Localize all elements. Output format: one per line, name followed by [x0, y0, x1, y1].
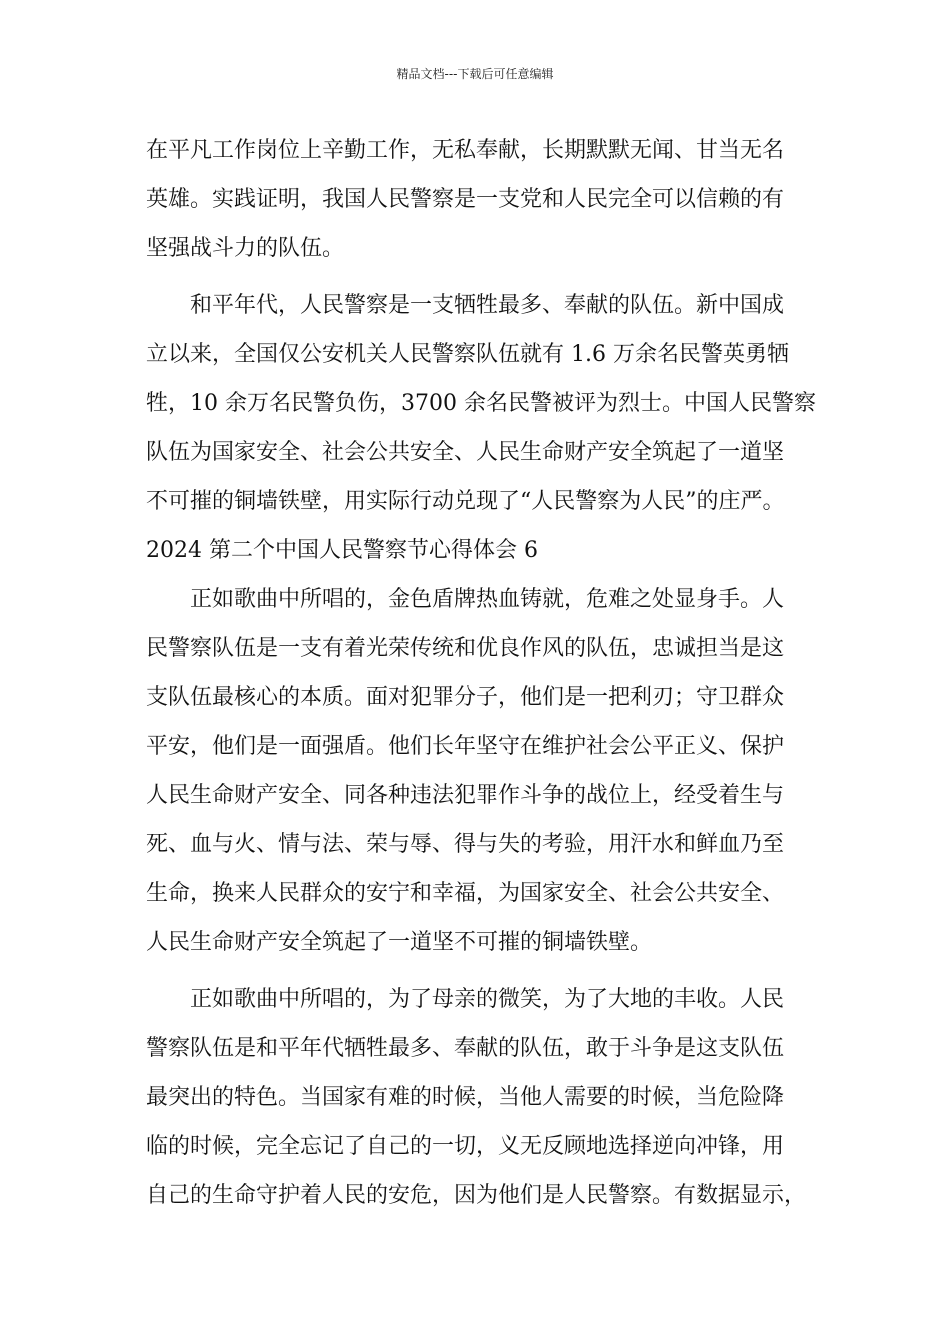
text-line: 立以来，全国仅公安机关人民警察队伍就有 1.6 万余名民警英勇牺: [146, 342, 789, 367]
text-line: 生命，换来人民群众的安宁和幸福，为国家安全、社会公共安全、: [146, 881, 785, 906]
text-line: 坚强战斗力的队伍。: [146, 236, 345, 261]
text-line: 自己的生命守护着人民的安危，因为他们是人民警察。有数据显示，: [146, 1183, 807, 1208]
text-line: 英雄。实践证明，我国人民警察是一支党和人民完全可以信赖的有: [146, 187, 785, 212]
document-body: [146, 126, 826, 1220]
text-line: 支队伍最核心的本质。面对犯罪分子，他们是一把利刃；守卫群众: [146, 685, 785, 710]
text-line: 人民生命财产安全、同各种违法犯罪作斗争的战位上，经受着生与: [146, 783, 785, 808]
paragraph-3: [146, 575, 826, 967]
text-line: 和平年代，人民警察是一支牺牲最多、奉献的队伍。新中国成: [190, 293, 785, 318]
text-line: 人民生命财产安全筑起了一道坚不可摧的铜墙铁壁。: [146, 930, 653, 955]
page-header: 精品文档---下载后可任意编辑: [396, 67, 554, 81]
text-line: 牲，10 余万名民警负伤，3700 余名民警被评为烈士。中国人民警察: [146, 391, 816, 416]
text-line: 警察队伍是和平年代牺牲最多、奉献的队伍，敢于斗争是这支队伍: [146, 1036, 785, 1061]
text-line: 死、血与火、情与法、荣与辱、得与失的考验，用汗水和鲜血乃至: [146, 832, 785, 857]
heading-line: 2024 第二个中国人民警察节心得体会 6: [146, 538, 538, 563]
text-line: 最突出的特色。当国家有难的时候，当他人需要的时候，当危险降: [146, 1085, 785, 1110]
paragraph-4: [146, 975, 826, 1220]
paragraph-1: [146, 126, 826, 273]
text-line: 队伍为国家安全、社会公共安全、人民生命财产安全筑起了一道坚: [146, 440, 785, 465]
text-line: 在平凡工作岗位上辛勤工作，无私奉献，长期默默无闻、甘当无名: [146, 138, 785, 163]
text-line: 不可摧的铜墙铁壁，用实际行动兑现了“人民警察为人民”的庄严。: [146, 489, 785, 514]
text-line: 平安，他们是一面强盾。他们长年坚守在维护社会公平正义、保护: [146, 734, 785, 759]
text-line: 民警察队伍是一支有着光荣传统和优良作风的队伍，忠诚担当是这: [146, 636, 785, 661]
text-line: 正如歌曲中所唱的，为了母亲的微笑，为了大地的丰收。人民: [190, 987, 785, 1012]
section-heading: [146, 526, 826, 575]
paragraph-2: [146, 281, 826, 526]
text-line: 临的时候，完全忘记了自己的一切，义无反顾地选择逆向冲锋，用: [146, 1134, 785, 1159]
text-line: 正如歌曲中所唱的，金色盾牌热血铸就，危难之处显身手。人: [190, 587, 785, 612]
